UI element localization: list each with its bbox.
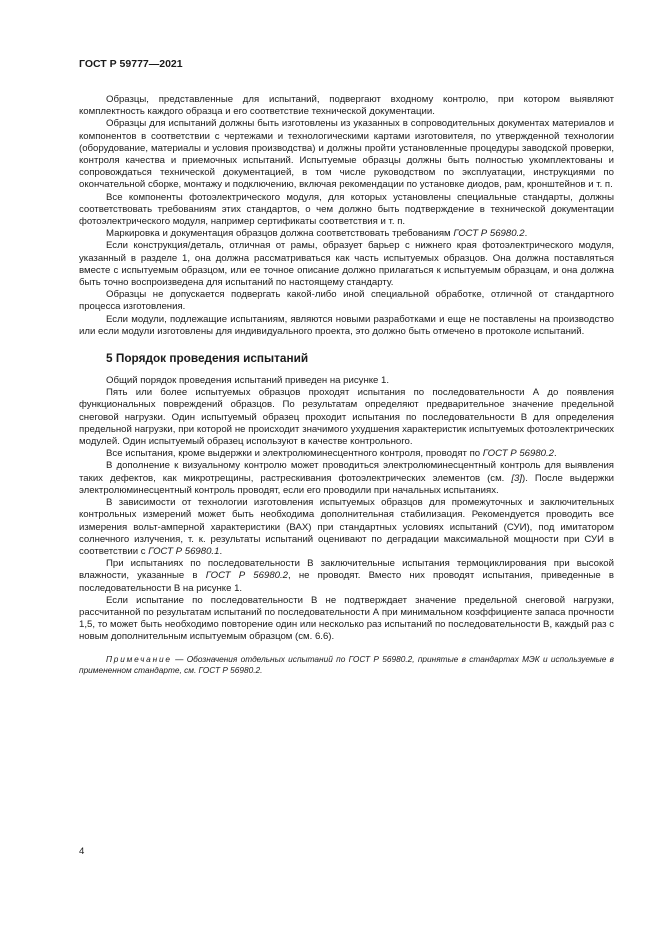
standard-reference: ГОСТ Р 56980.1: [148, 545, 220, 557]
paragraph-end: .: [219, 545, 223, 557]
paragraph-text: В дополнение к визуальному контролю может проводиться электролюминесцентный контроль для выявления таких дефектов, как микротрещины, растрескивания фотоэлектрических элементов (см.: [79, 460, 614, 484]
note-text: — Обозначения отдельных испытаний по ГОСТ Р 56980.2, принятые в стандартах МЭК и используемые в примененном стандарте, см. ГОСТ Р 56980.2.: [79, 653, 614, 675]
paragraph: Все компоненты фотоэлектрического модуля, для которых установлены специальные стандарты, должны соответствовать требованиям этих стандартов, о чем должно быть подтверждение в технической документации фотоэлектрического модуля, например сертификаты соответствия и т. п.: [79, 191, 614, 228]
paragraph: [79, 460, 614, 497]
note-label: Примечание: [106, 653, 172, 664]
paragraph: Если модули, подлежащие испытаниям, являются новыми разработками и еще не поставлены на производство или если модули изготовлены для индивидуального проекта, это должно быть отмечено в протоколе испытаний.: [79, 313, 614, 337]
document-body: [79, 94, 614, 676]
document-header: ГОСТ Р 59777—2021: [79, 58, 183, 70]
paragraph-text: При испытаниях по последовательности В заключительные испытания термоциклирования при высокой влажности, указанные в: [79, 558, 614, 582]
paragraph-end: , не проводят. Вместо них проводят испытания, приведенные в последовательности В на рисунке 1.: [79, 570, 615, 594]
standard-reference: ГОСТ Р 56980.2: [205, 570, 288, 582]
paragraph: [79, 448, 614, 460]
section-heading: 5 Порядок проведения испытаний: [106, 351, 309, 366]
page-number: 4: [79, 846, 85, 857]
paragraph-marking: [79, 228, 614, 240]
standard-reference: ГОСТ Р 56980.2: [453, 228, 525, 240]
paragraph-end: ). После выдержки электролюминесцентный контроль проводят, если его проводили при начальных испытаниях.: [79, 472, 614, 496]
note: [79, 654, 614, 676]
paragraph-text: В зависимости от технологии изготовления испытуемых образцов для промежуточных и заключительных контрольных измерений может быть необходима дополнительная стабилизация. Рекомендуется проводить все измерения вольт-амперной характеристики (ВАХ) при стандартных условиях испытаний (СУИ), под имитатором солнечного излучения, т. к. результаты испытаний оценивают по деградации максимальной мощности при СУИ в соответствии с: [79, 497, 614, 557]
bibliography-reference: [3]: [511, 472, 522, 484]
paragraph-text: Все испытания, кроме выдержки и электролюминесцентного контроля, проводят по: [106, 448, 483, 460]
paragraph-end: .: [554, 448, 557, 460]
paragraph: Пять или более испытуемых образцов проходят испытания по последовательности А до появления функциональных повреждений образцов. По результатам определяют предварительное значение предельной снеговой нагрузки. Один испытуемый образец проходит испытания по последовательности В для определения предельной нагрузки, при которой не происходит значимого ухудшения характеристик испытуемых фотоэлектрических модулей. Один испытуемый образец используют в качестве контрольного.: [79, 387, 614, 448]
paragraph-end: .: [524, 228, 528, 240]
paragraph: [79, 558, 614, 595]
paragraph: [79, 497, 614, 558]
paragraph: Образцы не допускается подвергать какой-либо иной специальной обработке, отличной от стандартного процесса изготовления.: [79, 289, 614, 313]
standard-reference: ГОСТ Р 56980.2: [482, 448, 555, 460]
paragraph: Общий порядок проведения испытаний приведен на рисунке 1.: [106, 375, 390, 387]
paragraph: Если испытание по последовательности В не подтверждает значение предельной снеговой нагрузки, рассчитанной по результатам испытаний по последовательности А при минимальном коэффициенте запаса прочности 1,5, то может быть необходимо повторение один или несколько раз испытаний по последовательности В, каждый раз с новым дополнительным испытуемым образцом (см. 6.6).: [79, 594, 614, 643]
paragraph-text: Маркировка и документация образцов должна соответствовать требованиям: [106, 228, 454, 240]
paragraph: Образцы, представленные для испытаний, подвергают входному контролю, при котором выявляют комплектность каждого образца и его соответствие технической документации.: [79, 94, 614, 118]
paragraph: Если конструкция/деталь, отличная от рамы, образует барьер с нижнего края фотоэлектрического модуля, указанный в разделе 1, она должна рассматриваться как часть испытуемых образцов. Она должна поставляться вместе с испытуемым образцом, или ее точное описание должно прилагаться к испытуемым образцам, и она должна быть точно воспроизведена для испытаний по настоящему стандарту.: [79, 240, 614, 289]
paragraph: Образцы для испытаний должны быть изготовлены из указанных в сопроводительных документах материалов и компонентов в соответствии с чертежами и технологическими картами изготовителя, по утвержденной технологии (оборудование, материалы и условия производства) и должны пройти установленные процедуры заводской проверки, контроля качества и приемочных испытаний. Испытуемые образцы должны быть полностью укомплектованы и сопровождаться технической документацией, в том числе руководством по эксплуатации, инструкциями по окончательной сборке, монтажу и подключению, включая рекомендации по установке диодов, рам, кронштейнов и т. п.: [79, 118, 614, 191]
